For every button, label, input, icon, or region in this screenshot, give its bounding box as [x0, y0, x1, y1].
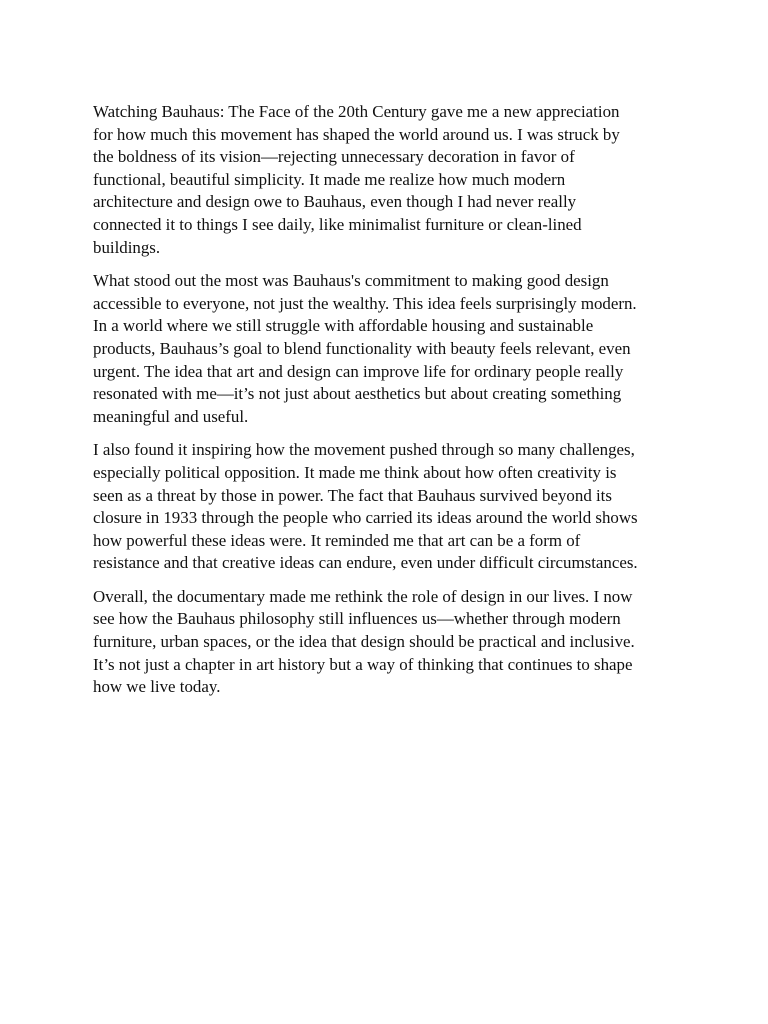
text-line: buildings.: [93, 237, 161, 257]
text-line: resistance and that creative ideas can endure, even under difficult circumstances.: [93, 553, 638, 573]
document-body: [93, 101, 683, 710]
text-line: meaningful and useful.: [93, 406, 249, 426]
text-line: resonated with me—it’s not just about aesthetics but about creating something: [93, 384, 622, 404]
text-line: seen as a threat by those in power. The fact that Bauhaus survived beyond its: [93, 485, 612, 505]
text-line: furniture, urban spaces, or the idea that design should be practical and inclusive.: [93, 632, 635, 652]
text-line: Overall, the documentary made me rethink the role of design in our lives. I now: [93, 586, 633, 606]
text-line: see how the Bauhaus philosophy still influences us—whether through modern: [93, 609, 621, 629]
paragraph-2: [93, 270, 683, 428]
paragraph-4: [93, 586, 683, 699]
text-line: products, Bauhaus’s goal to blend functionality with beauty feels relevant, even: [93, 338, 631, 358]
paragraph-1: [93, 101, 683, 259]
text-line: architecture and design owe to Bauhaus, even though I had never really: [93, 192, 577, 212]
text-line: how we live today.: [93, 677, 221, 697]
text-line: What stood out the most was Bauhaus's commitment to making good design: [93, 271, 609, 291]
text-line: urgent. The idea that art and design can improve life for ordinary people really: [93, 361, 624, 381]
text-line: how powerful these ideas were. It reminded me that art can be a form of: [93, 530, 581, 550]
text-line: accessible to everyone, not just the wealthy. This idea feels surprisingly modern.: [93, 293, 637, 313]
text-line: for how much this movement has shaped the world around us. I was struck by: [93, 124, 620, 144]
text-line: I also found it inspiring how the movement pushed through so many challenges,: [93, 440, 635, 460]
text-line: connected it to things I see daily, like minimalist furniture or clean-lined: [93, 214, 582, 234]
paragraph-3: [93, 439, 683, 575]
text-line: In a world where we still struggle with affordable housing and sustainable: [93, 316, 594, 336]
text-line: It’s not just a chapter in art history but a way of thinking that continues to shape: [93, 654, 633, 674]
text-line: the boldness of its vision—rejecting unnecessary decoration in favor of: [93, 147, 575, 167]
text-line: especially political opposition. It made me think about how often creativity is: [93, 462, 617, 482]
text-line: closure in 1933 through the people who carried its ideas around the world shows: [93, 508, 638, 528]
text-line: Watching Bauhaus: The Face of the 20th Century gave me a new appreciation: [93, 102, 620, 121]
text-line: functional, beautiful simplicity. It made me realize how much modern: [93, 169, 566, 189]
